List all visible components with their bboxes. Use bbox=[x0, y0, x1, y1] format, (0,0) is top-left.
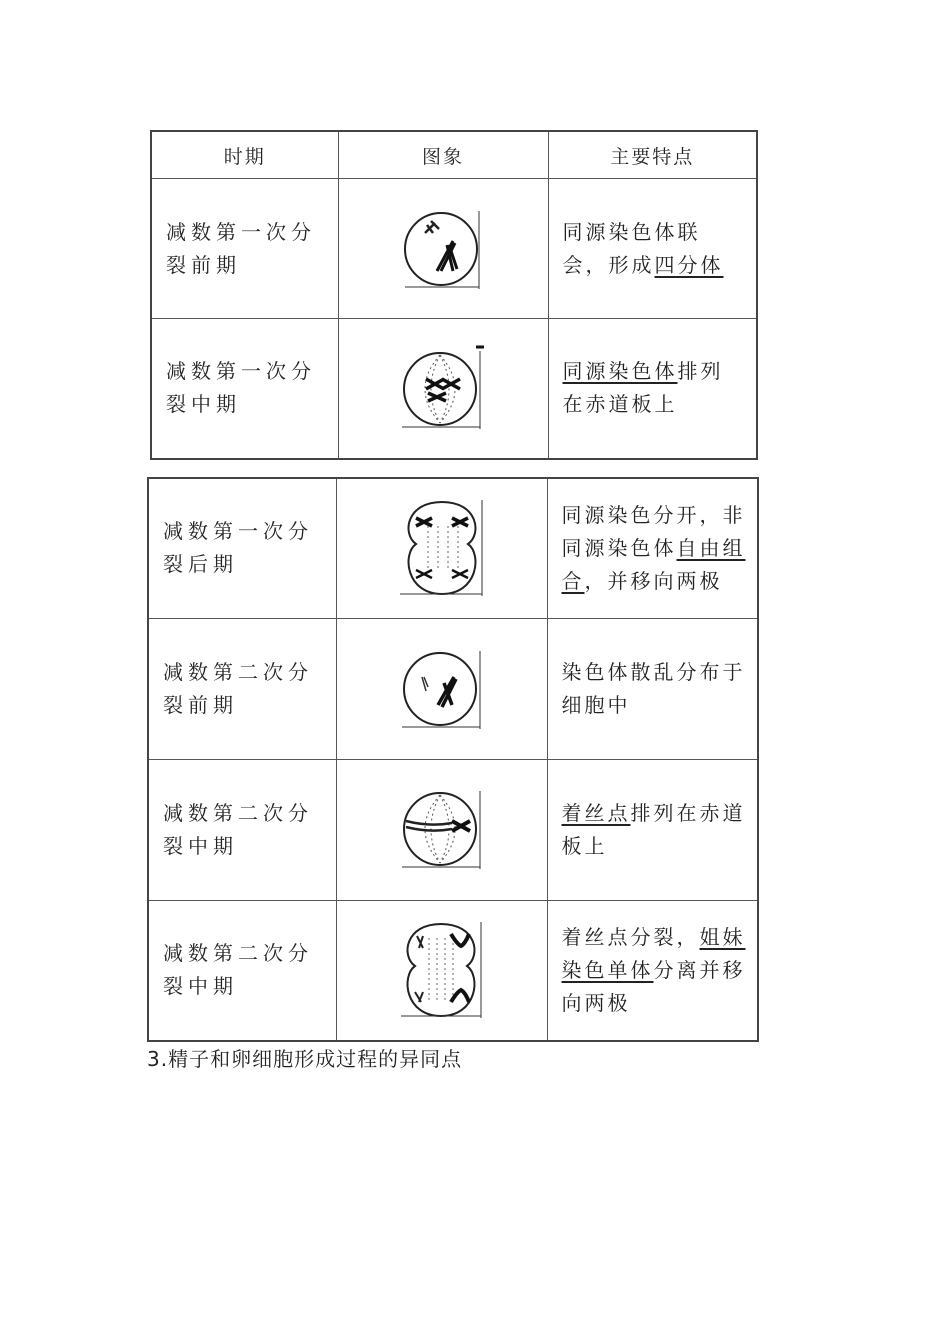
feature-text: 排列在赤道板上 bbox=[561, 800, 746, 858]
feature-cell bbox=[547, 900, 758, 1041]
prophase-i-cell-icon bbox=[403, 207, 483, 291]
prophase-ii-cell-icon bbox=[400, 647, 484, 731]
table-header-row bbox=[151, 131, 757, 179]
table-row bbox=[148, 618, 758, 759]
table-row bbox=[151, 319, 757, 459]
table-row bbox=[148, 759, 758, 900]
header-features: 主要特点 bbox=[548, 131, 757, 179]
anaphase-ii-cell-icon bbox=[399, 920, 485, 1020]
period-cell: 减数第一次分裂后期 bbox=[148, 478, 336, 618]
image-cell bbox=[336, 900, 547, 1041]
period-cell: 减数第二次分裂中期 bbox=[148, 759, 336, 900]
feature-text: 同源染色体联会，形成 bbox=[562, 219, 701, 277]
feature-keyword: 同源染色体 bbox=[562, 359, 678, 384]
image-cell bbox=[338, 179, 548, 319]
image-cell bbox=[336, 478, 547, 618]
meiosis-table-part-1 bbox=[150, 130, 758, 460]
period-cell: 减数第二次分裂中期 bbox=[148, 900, 336, 1041]
feature-cell bbox=[547, 478, 758, 618]
feature-cell bbox=[548, 319, 757, 459]
feature-keyword: 自由组合 bbox=[561, 535, 746, 593]
feature-text: 分离并移向两极 bbox=[561, 957, 746, 1015]
feature-keyword: 四分体 bbox=[654, 252, 724, 277]
feature-cell bbox=[547, 618, 758, 759]
table-row bbox=[151, 179, 757, 319]
period-cell: 减数第二次分裂前期 bbox=[148, 618, 336, 759]
image-cell bbox=[338, 319, 548, 459]
table-row bbox=[148, 900, 758, 1041]
feature-text: 着丝点分裂， bbox=[561, 924, 700, 949]
feature-text: 排列在赤道板上 bbox=[562, 359, 724, 417]
image-cell bbox=[336, 759, 547, 900]
anaphase-i-cell-icon bbox=[398, 498, 486, 598]
table-row bbox=[148, 478, 758, 618]
feature-keyword: 姐妹染色单体 bbox=[561, 924, 746, 982]
feature-cell bbox=[547, 759, 758, 900]
section-heading: 3.精子和卵细胞形成过程的异同点 bbox=[147, 1047, 463, 1071]
feature-cell bbox=[548, 179, 757, 319]
header-period: 时期 bbox=[151, 131, 338, 179]
header-image: 图象 bbox=[338, 131, 548, 179]
feature-text: 染色体散乱分布于细胞中 bbox=[561, 659, 746, 717]
metaphase-ii-cell-icon bbox=[400, 787, 484, 873]
metaphase-i-cell-icon bbox=[400, 345, 486, 431]
image-cell bbox=[336, 618, 547, 759]
feature-keyword: 着丝点 bbox=[561, 800, 631, 825]
period-cell: 减数第一次分裂中期 bbox=[151, 319, 338, 459]
feature-text: ，并移向两极 bbox=[584, 568, 723, 593]
feature-text: 同源染色分开，非同源染色体 bbox=[561, 502, 746, 560]
period-cell: 减数第一次分裂前期 bbox=[151, 179, 338, 319]
meiosis-table-part-2 bbox=[147, 477, 759, 1042]
